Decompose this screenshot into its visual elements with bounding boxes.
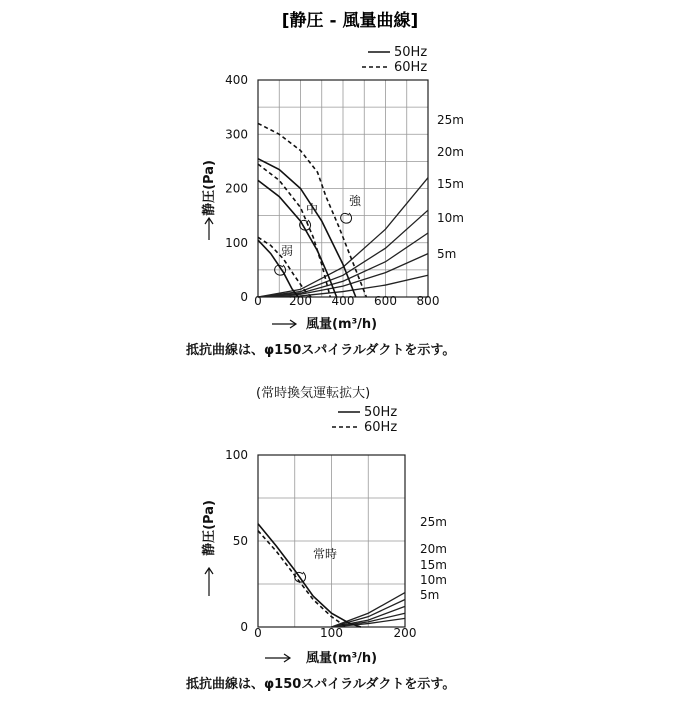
chart2-y-tick-label: 0	[240, 620, 248, 634]
chart1-x-tick-label: 0	[254, 294, 262, 308]
chart2-resistance-label-15m: 15m	[420, 558, 447, 572]
chart1-y-tick-label: 200	[225, 181, 248, 196]
chart2-x-tick-label: 200	[393, 626, 417, 640]
chart2-x-axis-label: 風量(m³/h)	[306, 651, 378, 666]
chart2-resistance-label-20m: 20m	[420, 542, 447, 556]
chart1-legend-label-50Hz: 50Hz	[394, 45, 428, 60]
chart1-resistance-label-15m: 15m	[437, 177, 464, 191]
chart2-fan-curve-50Hz-常時	[258, 524, 361, 627]
chart2-footnote: 抵抗曲線は、φ150スパイラルダクトを示す。	[186, 677, 456, 692]
chart2-fan-curve-60Hz-常時	[258, 531, 346, 627]
chart2-resistance-label-5m: 5m	[420, 588, 440, 602]
chart1-x-axis-label: 風量(m³/h)	[306, 317, 378, 332]
chart1-resistance-label-5m: 5m	[437, 247, 457, 261]
chart1-x-tick-label: 400	[331, 294, 355, 308]
chart1-x-tick-label: 600	[374, 294, 397, 308]
chart2-y-tick-label: 50	[232, 534, 248, 548]
chart2-resistance-label-10m: 10m	[420, 573, 447, 587]
chart2-x-tick-label: 0	[254, 626, 262, 640]
chart1-y-tick-label: 400	[225, 73, 248, 87]
chart1-y-axis-label: 静圧(Pa)	[202, 160, 217, 216]
chart1-fan-level-label: 中	[305, 202, 319, 216]
chart1-y-tick-label: 100	[225, 235, 248, 250]
chart2-resistance-label-25m: 25m	[420, 515, 447, 529]
chart2-subtitle: (常時換気運転拡大)	[256, 386, 371, 401]
chart2-y-axis-label: 静圧(Pa)	[202, 500, 217, 556]
chart1-label-pointer	[341, 213, 352, 223]
chart1-y-tick-label: 300	[225, 127, 248, 142]
chart2-legend-label-50Hz: 50Hz	[364, 405, 398, 420]
chart2-fan-level-label: 常時	[312, 547, 338, 561]
chart1-legend-label-60Hz: 60Hz	[394, 60, 428, 75]
chart1-fan-level-label: 弱	[280, 244, 294, 258]
chart2-x-tick-label: 100	[320, 626, 343, 640]
chart1-x-tick-label: 200	[289, 294, 312, 308]
chart1-footnote: 抵抗曲線は、φ150スパイラルダクトを示す。	[186, 343, 456, 358]
chart1-x-tick-label: 800	[416, 294, 440, 308]
chart1-resistance-label-10m: 10m	[437, 211, 464, 225]
chart1-fan-curve-60Hz-中	[258, 164, 330, 297]
chart1-resistance-label-25m: 25m	[437, 113, 464, 127]
chart1-resistance-label-20m: 20m	[437, 145, 464, 159]
chart2-y-tick-label: 100	[225, 448, 248, 462]
chart2-legend-label-60Hz: 60Hz	[364, 420, 398, 435]
chart1-y-tick-label: 0	[240, 290, 248, 304]
figure-title: [静圧 - 風量曲線]	[281, 11, 419, 31]
chart1-fan-level-label: 強	[348, 194, 362, 208]
